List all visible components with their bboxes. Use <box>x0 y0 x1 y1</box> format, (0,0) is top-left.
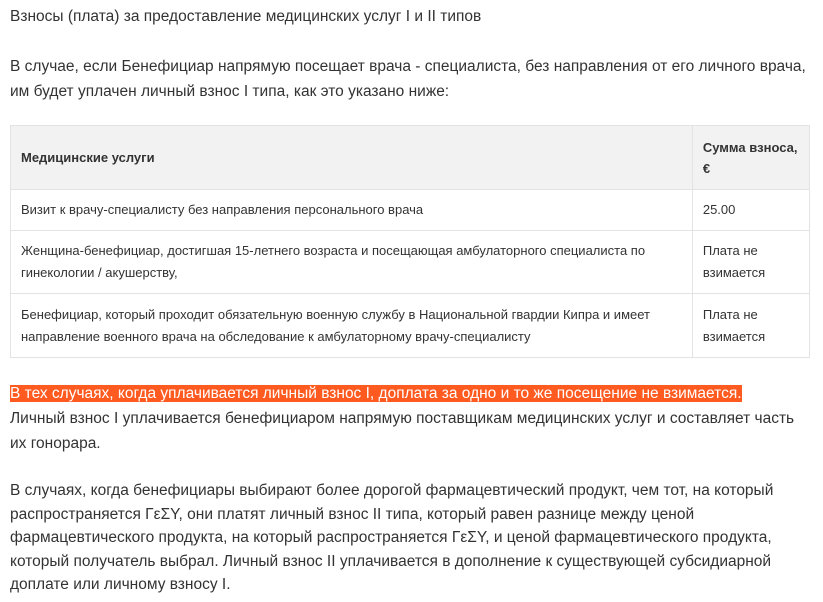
fee-cell: 25.00 <box>692 190 809 231</box>
section-heading: Взносы (плата) за предоставление медицинских услуг I и II типов <box>10 8 482 25</box>
column-header-service: Медицинские услуги <box>11 126 693 190</box>
intro-paragraph: В случае, если Бенефициар напрямую посещает врача - специалиста, без направления от его личного врача, им будет уплачен личный взнос I типа, как это указано ниже: <box>10 58 806 100</box>
fee-cell: Плата не взимается <box>692 231 809 294</box>
column-header-fee: Сумма взноса, € <box>692 126 809 190</box>
table-row <box>11 294 810 358</box>
fee-table <box>10 125 810 358</box>
table-row <box>11 231 810 294</box>
copayment-note-paragraph <box>10 381 810 456</box>
fee-cell: Плата не взимается <box>692 294 809 358</box>
service-cell: Женщина-бенефициар, достигшая 15-летнего возраста и посещающая амбулаторного специалиста по гинекологии / акушерству, <box>11 231 693 294</box>
service-cell: Визит к врачу-специалисту без направления персонального врача <box>11 190 693 231</box>
service-cell: Бенефициар, который проходит обязательную военную службу в Национальной гвардии Кипра и имеет направление военного врача на обследование к амбулаторному врачу-специалисту <box>11 294 693 358</box>
highlighted-note: В тех случаях, когда уплачивается личный взнос I, доплата за одно и то же посещение не взимается. <box>10 385 742 402</box>
note-continuation: Личный взнос I уплачивается бенефициаром напрямую поставщикам медицинских услуг и составляет часть их гонорара. <box>10 410 795 452</box>
table-header-row <box>11 126 810 190</box>
type2-contribution-paragraph: В случаях, когда бенефициары выбирают более дорогой фармацевтический продукт, чем тот, на который распространяется ΓεΣΥ, они платят личный взнос II типа, который равен разнице между ценой фармацевтического продукта, на который распространяется ΓεΣΥ, и ценой фармацевтического продукта, который получатель выбрал. Личный взнос II уплачивается в дополнение к существующей субсидиарной доплате или личному взносу I. <box>10 482 774 593</box>
table-row <box>11 190 810 231</box>
